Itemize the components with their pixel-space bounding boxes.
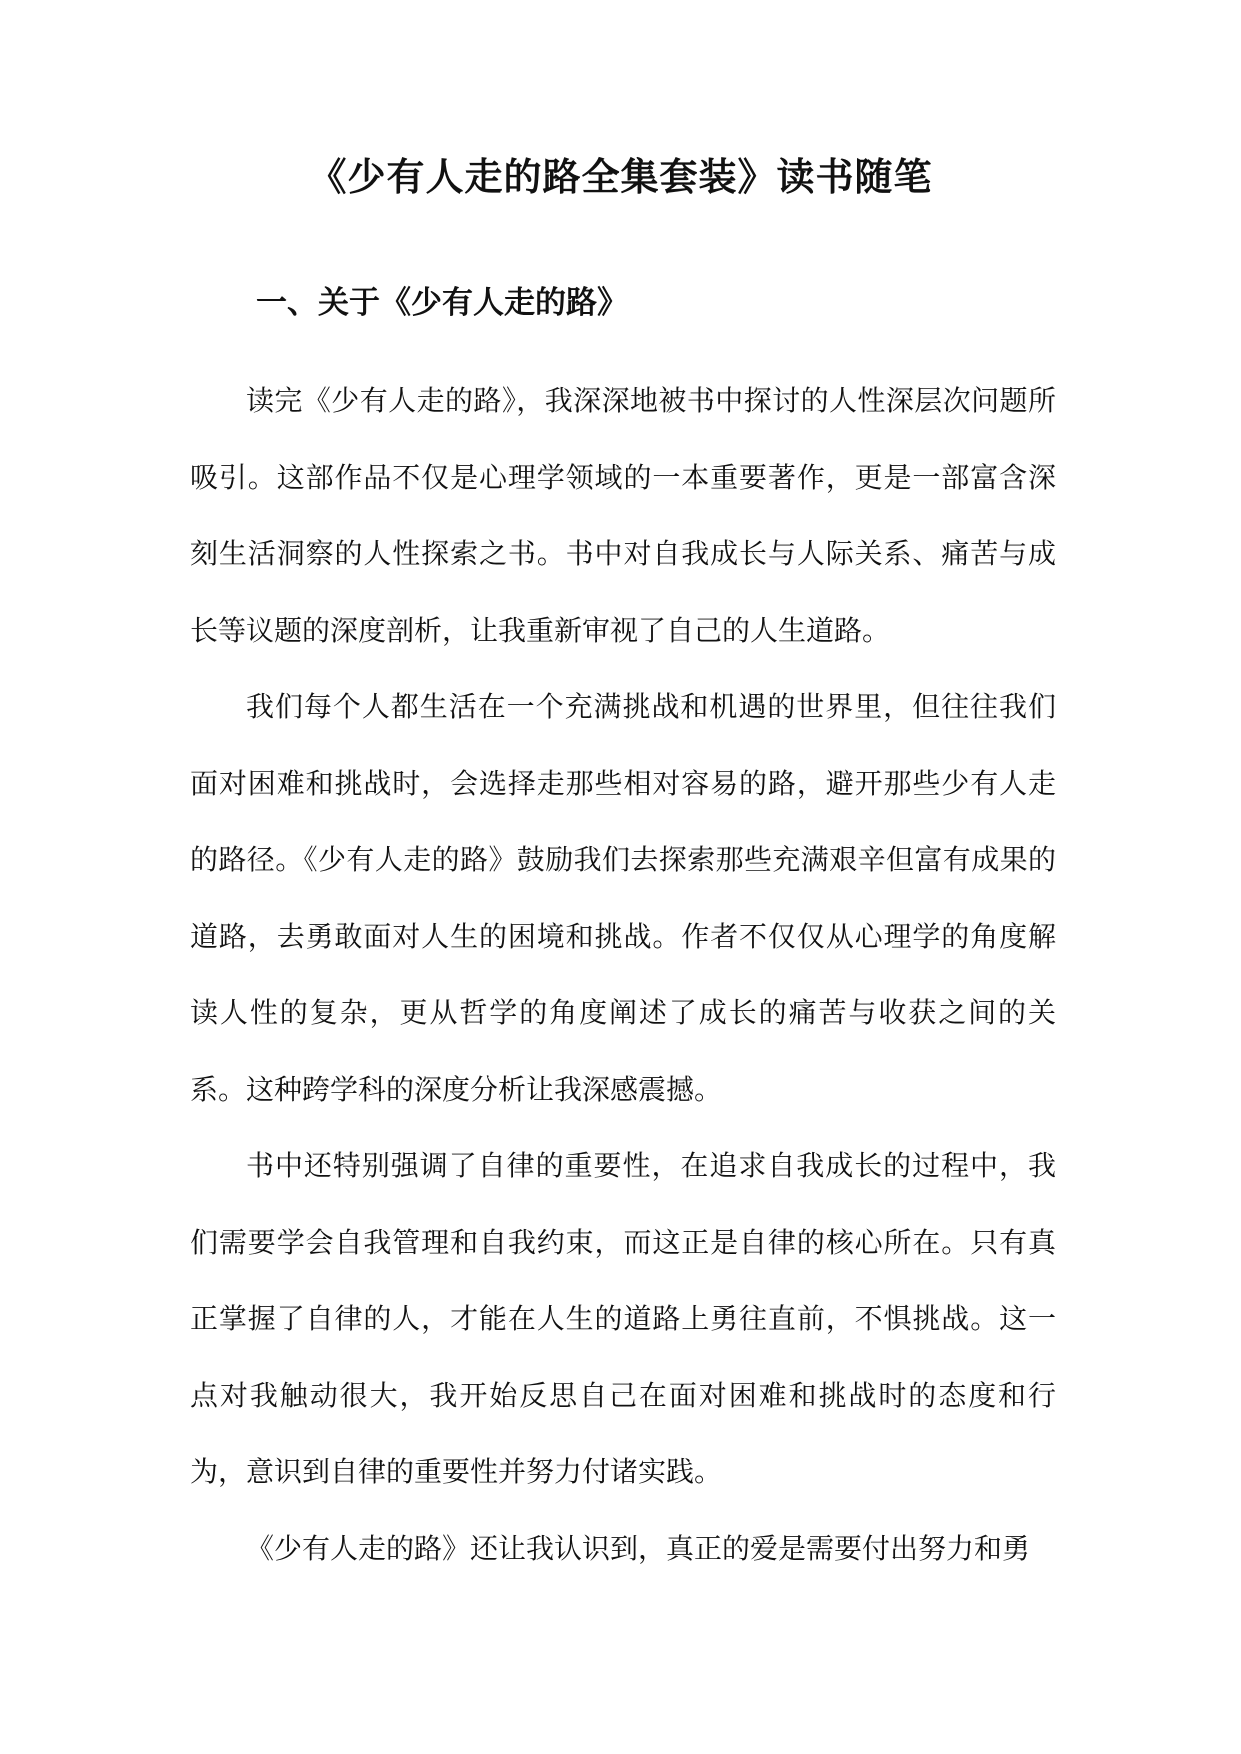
- paragraph-4: 《少有人走的路》还让我认识到，真正的爱是需要付出努力和勇: [246, 1531, 1031, 1565]
- section-heading: 一、关于《少有人走的路》: [256, 285, 628, 321]
- paragraph-2: 我们每个人都生活在一个充满挑战和机遇的世界里，但往往我们面对困难和挑战时，会选择走那些相对容易的路，避开那些少有人走的路径。《少有人走的路》鼓励我们去探索那些充满艰辛但富有成果的道路，去勇敢面对人生的困境和挑战。作者不仅仅从心理学的角度解读人性的复杂，更从哲学的角度阐述了成长的痛苦与收获之间的关系。这种跨学科的深度分析让我深感震撼。: [190, 690, 1056, 1106]
- paragraph-3: 书中还特别强调了自律的重要性，在追求自我成长的过程中，我们需要学会自我管理和自我约束，而这正是自律的核心所在。只有真正掌握了自律的人，才能在人生的道路上勇往直前，不惧挑战。这一点对我触动很大，我开始反思自己在面对困难和挑战时的态度和行为，意识到自律的重要性并努力付诸实践。: [190, 1149, 1056, 1488]
- paragraph-1: 读完《少有人走的路》，我深深地被书中探讨的人性深层次问题所吸引。这部作品不仅是心理学领域的一本重要著作，更是一部富含深刻生活洞察的人性探索之书。书中对自我成长与人际关系、痛苦与成长等议题的深度剖析，让我重新审视了自己的人生道路。: [190, 384, 1056, 647]
- body-text: [190, 363, 1056, 1587]
- document-title: 《少有人走的路全集套装》读书随笔: [308, 154, 933, 199]
